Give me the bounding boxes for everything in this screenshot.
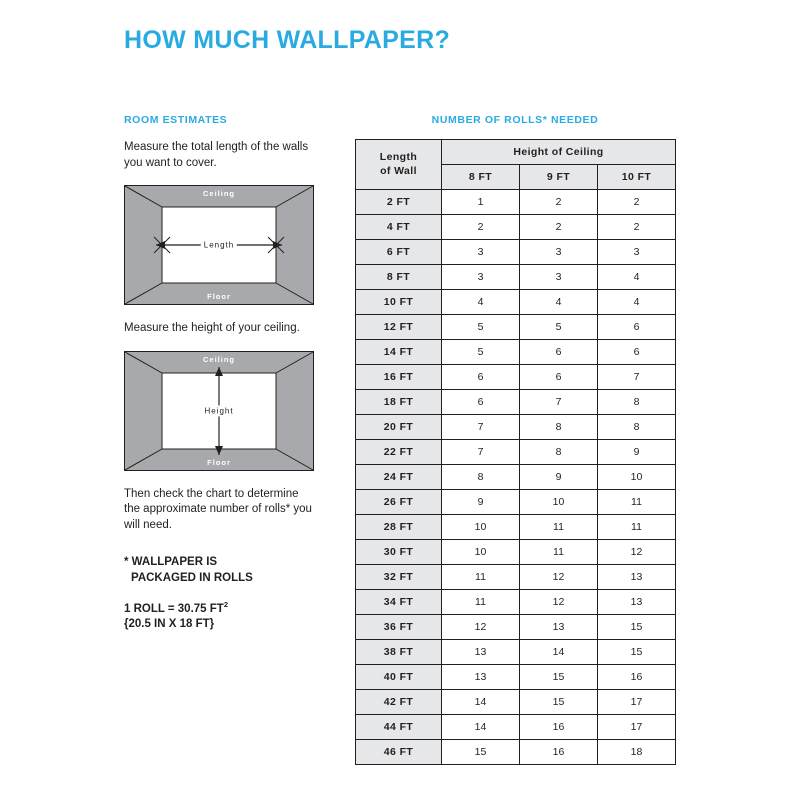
roll-count-cell: 10 <box>598 465 676 490</box>
roll-count-cell: 7 <box>442 415 520 440</box>
roll-count-cell: 6 <box>598 315 676 340</box>
table-row <box>356 540 676 565</box>
roll-count-cell: 16 <box>598 665 676 690</box>
table-row <box>356 490 676 515</box>
roll-count-cell: 3 <box>520 240 598 265</box>
room-diagram-length <box>124 185 314 305</box>
roll-count-cell: 14 <box>520 640 598 665</box>
roll-count-cell: 8 <box>598 390 676 415</box>
roll-count-cell: 3 <box>442 265 520 290</box>
roll-count-cell: 4 <box>598 265 676 290</box>
roll-count-cell: 15 <box>520 690 598 715</box>
roll-count-cell: 16 <box>520 715 598 740</box>
roll-size-line-1: 1 ROLL = 30.75 FT <box>124 602 224 615</box>
roll-count-cell: 6 <box>442 365 520 390</box>
table-row <box>356 665 676 690</box>
roll-count-cell: 7 <box>520 390 598 415</box>
roll-count-cell: 4 <box>598 290 676 315</box>
table-heading: NUMBER OF ROLLS* NEEDED <box>431 114 599 126</box>
row-label-cell: 12 FT <box>356 315 442 340</box>
roll-count-cell: 8 <box>442 465 520 490</box>
table-row <box>356 590 676 615</box>
roll-count-cell: 2 <box>520 215 598 240</box>
rolls-table-body <box>356 190 676 765</box>
roll-count-cell: 13 <box>442 665 520 690</box>
roll-count-cell: 5 <box>442 315 520 340</box>
row-label-cell: 28 FT <box>356 515 442 540</box>
roll-count-cell: 13 <box>598 590 676 615</box>
roll-count-cell: 6 <box>598 340 676 365</box>
row-label-cell: 24 FT <box>356 465 442 490</box>
height-of-ceiling-header: Height of Ceiling <box>442 140 676 165</box>
instruction-step-2: Measure the height of your ceiling. <box>124 322 300 335</box>
table-row <box>356 215 676 240</box>
diagram2-floor-label: Floor <box>207 457 231 467</box>
roll-count-cell: 3 <box>598 240 676 265</box>
row-label-cell: 6 FT <box>356 240 442 265</box>
row-label-cell: 16 FT <box>356 365 442 390</box>
roll-count-cell: 15 <box>598 615 676 640</box>
table-row <box>356 615 676 640</box>
roll-count-cell: 15 <box>520 665 598 690</box>
table-row <box>356 315 676 340</box>
roll-count-cell: 10 <box>520 490 598 515</box>
roll-count-cell: 8 <box>598 415 676 440</box>
roll-size-note <box>124 600 314 633</box>
roll-count-cell: 12 <box>520 565 598 590</box>
row-label-cell: 20 FT <box>356 415 442 440</box>
row-label-cell: 8 FT <box>356 265 442 290</box>
instruction-step-1: Measure the total length of the walls you want to cover. <box>124 141 309 169</box>
roll-count-cell: 13 <box>598 565 676 590</box>
table-row <box>356 465 676 490</box>
roll-count-cell: 4 <box>442 290 520 315</box>
roll-count-cell: 11 <box>442 590 520 615</box>
row-label-cell: 18 FT <box>356 390 442 415</box>
table-row <box>356 365 676 390</box>
roll-count-cell: 17 <box>598 715 676 740</box>
roll-count-cell: 16 <box>520 740 598 765</box>
roll-count-cell: 6 <box>520 340 598 365</box>
table-row <box>356 290 676 315</box>
roll-count-cell: 18 <box>598 740 676 765</box>
roll-count-cell: 10 <box>442 540 520 565</box>
room-estimates-column <box>124 114 314 633</box>
table-row <box>356 390 676 415</box>
row-label-cell: 10 FT <box>356 290 442 315</box>
diagram1-floor-label: Floor <box>207 292 231 302</box>
row-label-cell: 40 FT <box>356 665 442 690</box>
table-row <box>356 265 676 290</box>
column-header-8ft: 8 FT <box>442 165 520 190</box>
roll-count-cell: 14 <box>442 715 520 740</box>
wallpaper-packaging-note <box>124 555 314 586</box>
room-diagram-height <box>124 351 314 471</box>
roll-count-cell: 3 <box>442 240 520 265</box>
column-header-9ft: 9 FT <box>520 165 598 190</box>
roll-count-cell: 2 <box>442 215 520 240</box>
roll-count-cell: 5 <box>520 315 598 340</box>
roll-count-cell: 8 <box>520 415 598 440</box>
roll-count-cell: 14 <box>442 690 520 715</box>
row-label-cell: 38 FT <box>356 640 442 665</box>
table-row <box>356 690 676 715</box>
packaging-note-line-1: * WALLPAPER IS <box>124 556 218 569</box>
roll-count-cell: 5 <box>442 340 520 365</box>
roll-count-cell: 15 <box>442 740 520 765</box>
row-label-cell: 32 FT <box>356 565 442 590</box>
diagram2-ceiling-label: Ceiling <box>202 354 235 364</box>
roll-count-cell: 4 <box>520 290 598 315</box>
length-header-line-1: Length <box>379 151 418 164</box>
packaging-note-line-2: PACKAGED IN ROLLS <box>131 571 253 584</box>
roll-count-cell: 2 <box>598 190 676 215</box>
roll-count-cell: 11 <box>520 515 598 540</box>
roll-count-cell: 11 <box>442 565 520 590</box>
roll-count-cell: 2 <box>520 190 598 215</box>
roll-count-cell: 3 <box>520 265 598 290</box>
roll-count-cell: 6 <box>520 365 598 390</box>
row-label-cell: 4 FT <box>356 215 442 240</box>
row-label-cell: 46 FT <box>356 740 442 765</box>
table-row <box>356 565 676 590</box>
roll-count-cell: 11 <box>598 515 676 540</box>
table-row <box>356 640 676 665</box>
table-row <box>356 740 676 765</box>
row-label-cell: 22 FT <box>356 440 442 465</box>
table-row <box>356 515 676 540</box>
diagram2-dimension-label: Height <box>201 405 236 416</box>
page-title: HOW MUCH WALLPAPER? <box>124 26 451 54</box>
table-row <box>356 440 676 465</box>
roll-count-cell: 11 <box>598 490 676 515</box>
roll-count-cell: 8 <box>520 440 598 465</box>
row-label-cell: 30 FT <box>356 540 442 565</box>
roll-count-cell: 13 <box>520 615 598 640</box>
roll-count-cell: 1 <box>442 190 520 215</box>
roll-count-cell: 12 <box>442 615 520 640</box>
section-heading-room-estimates: ROOM ESTIMATES <box>124 114 228 126</box>
length-of-wall-header <box>356 140 442 190</box>
length-header-line-2: of Wall <box>380 164 417 177</box>
roll-count-cell: 9 <box>598 440 676 465</box>
roll-count-cell: 9 <box>520 465 598 490</box>
table-row <box>356 340 676 365</box>
row-label-cell: 36 FT <box>356 615 442 640</box>
roll-size-superscript: 2 <box>223 600 228 610</box>
roll-count-cell: 9 <box>442 490 520 515</box>
roll-count-cell: 12 <box>520 590 598 615</box>
row-label-cell: 34 FT <box>356 590 442 615</box>
row-label-cell: 14 FT <box>356 340 442 365</box>
roll-count-cell: 2 <box>598 215 676 240</box>
instruction-step-3: Then check the chart to determine the approximate number of rolls* you will need. <box>124 487 312 531</box>
roll-count-cell: 17 <box>598 690 676 715</box>
table-row <box>356 240 676 265</box>
row-label-cell: 26 FT <box>356 490 442 515</box>
roll-count-cell: 10 <box>442 515 520 540</box>
diagram1-dimension-label: Length <box>201 240 237 251</box>
roll-count-cell: 12 <box>598 540 676 565</box>
rolls-table-head <box>356 140 676 190</box>
table-row <box>356 715 676 740</box>
diagram1-ceiling-label: Ceiling <box>202 189 235 199</box>
table-row <box>356 415 676 440</box>
roll-count-cell: 7 <box>442 440 520 465</box>
table-row <box>356 190 676 215</box>
roll-count-cell: 13 <box>442 640 520 665</box>
roll-count-cell: 11 <box>520 540 598 565</box>
row-label-cell: 44 FT <box>356 715 442 740</box>
rolls-table <box>355 139 676 765</box>
roll-count-cell: 15 <box>598 640 676 665</box>
roll-count-cell: 7 <box>598 365 676 390</box>
rolls-table-section <box>355 114 675 765</box>
row-label-cell: 2 FT <box>356 190 442 215</box>
table-header-row-top <box>356 140 676 165</box>
column-header-10ft: 10 FT <box>598 165 676 190</box>
row-label-cell: 42 FT <box>356 690 442 715</box>
roll-count-cell: 6 <box>442 390 520 415</box>
roll-size-line-2: {20.5 IN X 18 FT} <box>124 618 215 631</box>
